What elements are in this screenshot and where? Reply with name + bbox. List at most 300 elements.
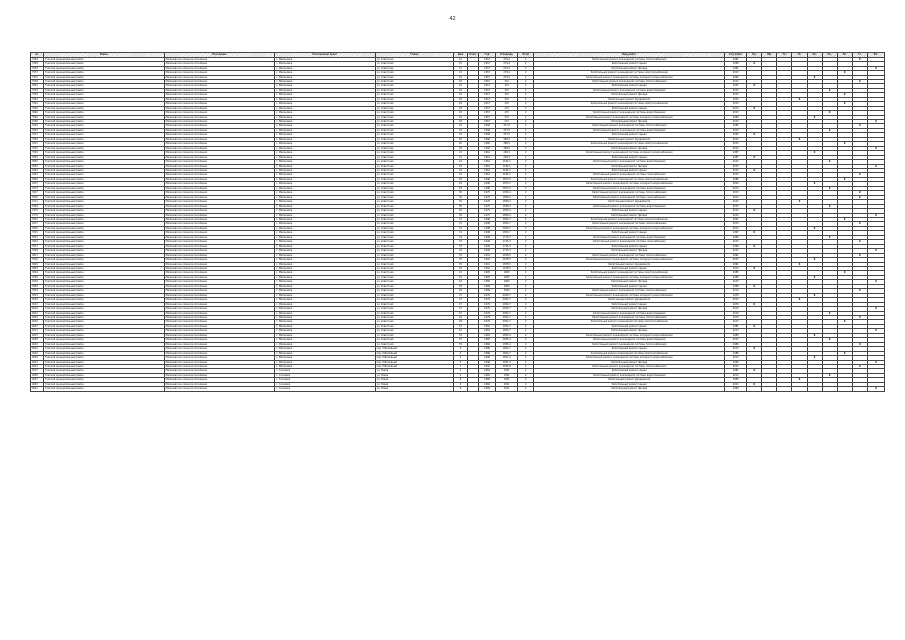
cell-settlement: Малиновское сельское поселение [164,160,275,164]
cell-id: 3616 [31,195,44,199]
cell-mark: X [747,155,762,159]
cell-locality: с. Малиновка [275,182,375,186]
cell-floors: 2 [518,182,534,186]
cell-id: 7617 [31,191,44,195]
cell-year: 1979 [479,320,496,324]
cell-street: ул. Советская [375,249,453,253]
cell-work-year: 1987 [725,151,747,155]
cell-street: ул. Советская [375,151,453,155]
cell-id: 4021 [31,364,44,368]
cell-street: ул. Советская [375,71,453,75]
cell-street: ул. Советская [375,262,453,266]
cell-id: 7542 [31,97,44,101]
cell-house: 16 [453,79,467,83]
cell-mark: X [747,169,762,173]
cell-work: Капитальный ремонт фасада [534,164,725,168]
cell-floors: 2 [518,106,534,110]
cell-locality: с. Малиновка [275,253,375,257]
cell-settlement: Малиновское сельское поселение [164,311,275,315]
cell-work: Капитальный ремонт крыши [534,244,725,248]
cell-street: ул. Советская [375,266,453,270]
cell-locality: с. Малиновка [275,151,375,155]
cell-house: 31 [453,226,467,230]
cell-floors: 2 [518,235,534,239]
cell-house: 15 [453,57,467,61]
cell-street: ул. Советская [375,333,453,337]
cell-locality: с. Малиновка [275,169,375,173]
cell-district: Томский муниципальный район [44,133,165,137]
cell-year: 1998 [479,226,496,230]
cell-district: Томский муниципальный район [44,240,165,244]
cell-settlement: Малиновское сельское поселение [164,222,275,226]
cell-work: Капитальный ремонт инженерной системы водоотведения [534,338,725,342]
cell-floors: 2 [518,218,534,222]
cell-mark: X [852,173,867,177]
cell-house: 47 [453,311,467,315]
cell-district: Томский муниципальный район [44,280,165,284]
cell-work-year: 1962 [725,75,747,79]
cell-year: 1981 [479,369,496,373]
cell-id: 2972 [31,182,44,186]
cell-locality: с. Малиновка [275,213,375,217]
cell-settlement: Малиновское сельское поселение [164,244,275,248]
cell-work-year: 1986 [725,351,747,355]
cell-settlement: Малиновское сельское поселение [164,315,275,319]
cell-house: 30 [453,213,467,217]
cell-street: ул. Советская [375,200,453,204]
cell-work-year: 2013 [725,373,747,377]
cell-year: 1957 [479,79,496,83]
cell-year: 1976 [479,311,496,315]
cell-mark: X [807,275,822,279]
cell-settlement: Малиновское сельское поселение [164,320,275,324]
cell-settlement: Малиновское сельское поселение [164,75,275,79]
cell-work: Капитальный ремонт инженерной системы холодного водоснабжения [534,275,725,279]
cell-mark: X [792,200,807,204]
cell-settlement: Малиновское сельское поселение [164,62,275,66]
cell-work-year: 1961 [725,57,747,61]
cell-street: ул. Советская [375,275,453,279]
cell-work-year: 1985 [725,271,747,275]
cell-mark: X [867,387,884,391]
cell-year: 1981 [479,324,496,328]
cell-work: Капитальный ремонт крыши [534,84,725,88]
cell-district: Томский муниципальный район [44,244,165,248]
cell-id: 3603 [31,155,44,159]
cell-work-year: 1958 [725,62,747,66]
cell-house: 6 [453,378,467,382]
cell-area: 1715,3 [496,249,518,253]
cell-id: 7617 [31,244,44,248]
cell-year: 1957 [479,115,496,119]
cell-district: Томский муниципальный район [44,84,165,88]
cell-year: 1975 [479,200,496,204]
cell-settlement: Малиновское сельское поселение [164,111,275,115]
cell-district: Томский муниципальный район [44,315,165,319]
cell-street: ул. Советская [375,324,453,328]
cell-floors: 2 [518,284,534,288]
cell-year: 1990 [479,360,496,364]
cell-work-year: 2013 [725,298,747,302]
cell-area: 296,3 [496,151,518,155]
cell-mark: X [822,128,837,132]
cell-settlement: Малиновское сельское поселение [164,338,275,342]
cell-mark: X [852,191,867,195]
cell-settlement: Малиновское сельское поселение [164,128,275,132]
cell-work-year: 2013 [725,329,747,333]
cell-work: Капитальный ремонт инженерной системы водоотведения [534,373,725,377]
cell-house: 30 [453,191,467,195]
cell-locality: с. Малиновка [275,133,375,137]
cell-year: 1984 [479,382,496,386]
cell-locality: с. Малиновка [275,195,375,199]
cell-floors: 2 [518,128,534,132]
cell-settlement: Малиновское сельское поселение [164,137,275,141]
cell-district: Томский муниципальный район [44,97,165,101]
cell-floors: 2 [518,378,534,382]
cell-work-year: 2004 [725,182,747,186]
cell-area: 2052,7 [496,293,518,297]
header-cell: Кр. [747,53,762,58]
header-cell: Населенный пункт [275,53,375,58]
cell-work: Капитальный ремонт фасада [534,329,725,333]
cell-street: ул. Советская [375,235,453,239]
cell-area: 1873,3 [496,177,518,181]
cell-street: ул. Советская [375,79,453,83]
cell-mark: X [822,373,837,377]
cell-locality: с. Малиновка [275,75,375,79]
cell-district: Томский муниципальный район [44,213,165,217]
cell-floors: 2 [518,280,534,284]
cell-floors: 2 [518,347,534,351]
cell-street: ул. Советская [375,88,453,92]
cell-work-year: 2013 [725,120,747,124]
cell-district: Томский муниципальный район [44,289,165,293]
cell-street: пер. Юбилейный [375,364,453,368]
cell-settlement: Малиновское сельское поселение [164,280,275,284]
cell-mark: X [867,329,884,333]
cell-area: 2052,7 [496,311,518,315]
cell-house: 29 [453,177,467,181]
cell-house: 5 [453,356,467,360]
cell-floors: 2 [518,342,534,346]
cell-street: ул. Советская [375,186,453,190]
cell-area: 2052,7 [496,315,518,319]
header-cell: Этаж [518,53,534,58]
cell-work: Капитальный ремонт инженерной системы водоотведения [534,111,725,115]
cell-year: 1957 [479,88,496,92]
cell-area: 1182,1 [496,160,518,164]
cell-work-year: 1957 [725,84,747,88]
cell-house: 21 [453,155,467,159]
cell-settlement: Малиновское сельское поселение [164,209,275,213]
cell-id: 2961 [31,169,44,173]
cell-street: ул. Советская [375,195,453,199]
cell-settlement: Малиновское сельское поселение [164,351,275,355]
cell-area: 1604,7 [496,351,518,355]
cell-settlement: Малиновское сельское поселение [164,231,275,235]
cell-area: 1830,4 [496,200,518,204]
cell-work-year: 2013 [725,160,747,164]
cell-work-year: 2013 [725,164,747,168]
cell-locality: с. Малиновка [275,62,375,66]
cell-year: 1990 [479,235,496,239]
cell-area: 2052,7 [496,320,518,324]
cell-work: Капитальный ремонт инженерной системы водоотведения [534,186,725,190]
cell-locality: с. Малиновка [275,315,375,319]
cell-locality: с. Малиновка [275,258,375,262]
cell-locality: с. Малиновка [275,249,375,253]
cell-locality: с. Малиновка [275,266,375,270]
cell-mark: X [852,315,867,319]
cell-mark: X [867,164,884,168]
cell-mark: X [837,93,852,97]
cell-street: ул. Советская [375,280,453,284]
cell-work-year: 1983 [725,333,747,337]
cell-settlement: Малиновское сельское поселение [164,200,275,204]
cell-area: 272 [496,120,518,124]
cell-work: Капитальный ремонт инженерной системы электроснабжения [534,142,725,146]
cell-settlement: Малиновское сельское поселение [164,347,275,351]
cell-floors: 2 [518,75,534,79]
cell-work-year: 2013 [725,347,747,351]
cell-area: 312 [496,88,518,92]
cell-district: Томский муниципальный район [44,364,165,368]
cell-locality: с. Малиновка [275,231,375,235]
cell-house: 24 [453,173,467,177]
cell-house: 33 [453,240,467,244]
cell-locality: с. Малиновка [275,342,375,346]
cell-year: 1998 [479,222,496,226]
cell-street: пер. Юбилейный [375,351,453,355]
cell-floors: 2 [518,102,534,106]
cell-area: 1830,4 [496,204,518,208]
cell-district: Томский муниципальный район [44,75,165,79]
cell-settlement: Малиновское сельское поселение [164,298,275,302]
cell-work: Капитальный ремонт инженерной системы холодного водоснабжения [534,356,725,360]
cell-work-year: 1984 [725,115,747,119]
cell-floors: 2 [518,369,534,373]
cell-work-year: 2013 [725,79,747,83]
cell-mark: X [747,62,762,66]
cell-district: Томский муниципальный район [44,235,165,239]
cell-floors: 2 [518,356,534,360]
cell-district: Томский муниципальный район [44,177,165,181]
cell-settlement: Малиновское сельское поселение [164,329,275,333]
cell-area: 1664 [496,289,518,293]
cell-mark [762,387,777,391]
cell-settlement: Малиновское сельское поселение [164,177,275,181]
cell-mark: X [792,298,807,302]
cell-work-year: 2013 [725,382,747,386]
cell-house: 24 [453,169,467,173]
cell-work: Капитальный ремонт инженерной системы холодного водоснабжения [534,75,725,79]
cell-house: 6 [453,382,467,386]
cell-mark: X [747,382,762,386]
cell-district: Томский муниципальный район [44,102,165,106]
cell-work-year: 2013 [725,311,747,315]
cell-mark: X [837,320,852,324]
cell-area: 279,2 [496,66,518,70]
cell-work: Капитальный ремонт инженерной системы теплоснабжения [534,315,725,319]
cell-district: Томский муниципальный район [44,62,165,66]
cell-house: 49 [453,315,467,319]
cell-settlement: Малиновское сельское поселение [164,71,275,75]
cell-settlement: Малиновское сельское поселение [164,84,275,88]
cell-work: Капитальный ремонт фундамента [534,378,725,382]
cell-house: 22 [453,164,467,168]
cell-id: 3273 [31,186,44,190]
cell-id: 7524 [31,75,44,79]
cell-floors: 2 [518,137,534,141]
cell-mark: X [867,360,884,364]
cell-settlement: Малиновское сельское поселение [164,333,275,337]
cell-house: 51 [453,324,467,328]
cell-district: Томский муниципальный район [44,378,165,382]
cell-work-year: 2013 [725,106,747,110]
cell-work: Капитальный ремонт крыши [534,106,725,110]
cell-floors: 2 [518,191,534,195]
cell-street: ул. Советская [375,271,453,275]
cell-work-year: 1984 [725,387,747,391]
cell-house: 15 [453,62,467,66]
cell-year: 1998 [479,231,496,235]
cell-area: 1501 [496,378,518,382]
cell-settlement: Малиновское сельское поселение [164,226,275,230]
cell-mark: X [852,195,867,199]
cell-work: Капитальный ремонт инженерной системы холодного водоснабжения [534,333,725,337]
cell-work-year: 1985 [725,124,747,128]
cell-year: 1984 [479,342,496,346]
cell-district: Томский муниципальный район [44,218,165,222]
cell-id: 3653 [31,266,44,270]
cell-year: 1984 [479,378,496,382]
cell-locality: с. Малиновка [275,226,375,230]
cell-floors: 2 [518,66,534,70]
cell-mark: X [807,333,822,337]
cell-area: 1182,1 [496,169,518,173]
cell-year: 1985 [479,271,496,275]
cell-area: 1834,7 [496,218,518,222]
cell-locality: с. Сосновка [275,369,375,373]
cell-year: 1961 [479,164,496,168]
cell-id: 4016 [31,307,44,311]
cell-work-year: 2013 [725,364,747,368]
header-cell: Поселение [164,53,275,58]
cell-work: Капитальный ремонт инженерной системы теплоснабжения [534,342,725,346]
cell-work-year: 1981 [725,324,747,328]
cell-floors: 2 [518,382,534,386]
cell-floors: 2 [518,338,534,342]
cell-floors: 2 [518,266,534,270]
cell-work-year: 1989 [725,284,747,288]
cell-area: 279,2 [496,75,518,79]
cell-mark: X [807,115,822,119]
cell-year: 1991 [479,364,496,368]
cell-street: ул. Советская [375,84,453,88]
cell-id: 4037 [31,369,44,373]
cell-work: Капитальный ремонт крыши [534,169,725,173]
header-cell: Хв. [807,53,822,58]
cell-floors: 2 [518,222,534,226]
cell-id: 7627 [31,133,44,137]
cell-district: Томский муниципальный район [44,151,165,155]
cell-area: 1631,4 [496,356,518,360]
page-number: 42 [449,16,456,22]
cell-floors: 2 [518,209,534,213]
cell-mark: X [837,351,852,355]
cell-settlement: Малиновское сельское поселение [164,324,275,328]
cell-mark: X [747,106,762,110]
cell-locality: с. Малиновка [275,146,375,150]
cell-mark: X [852,240,867,244]
cell-year: 1961 [479,155,496,159]
cell-mark: X [837,177,852,181]
cell-area: 337,5 [496,128,518,132]
cell-settlement: Малиновское сельское поселение [164,57,275,61]
cell-house: 35 [453,258,467,262]
cell-street: ул. Советская [375,160,453,164]
cell-id: 3694 [31,271,44,275]
cell-locality: с. Сосновка [275,378,375,382]
cell-locality: с. Малиновка [275,284,375,288]
cell-locality: с. Малиновка [275,235,375,239]
cell-work: Капитальный ремонт крыши [534,302,725,306]
cell-work-year: 1997 [725,231,747,235]
cell-street: ул. Советская [375,177,453,181]
cell-area: 1715,3 [496,240,518,244]
cell-locality: с. Малиновка [275,333,375,337]
cell-work-year: 2013 [725,258,747,262]
cell-work: Капитальный ремонт фасада [534,120,725,124]
cell-locality: с. Малиновка [275,186,375,190]
cell-street: ул. Советская [375,204,453,208]
cell-house: 4 [453,369,467,373]
cell-area: 337,5 [496,124,518,128]
cell-work: Капитальный ремонт крыши [534,266,725,270]
cell-year: 1989 [479,284,496,288]
cell-year: 1976 [479,302,496,306]
cell-id: 7561 [31,102,44,106]
cell-area: 1605 [496,275,518,279]
cell-district: Томский муниципальный район [44,275,165,279]
cell-district: Томский муниципальный район [44,382,165,386]
cell-district: Томский муниципальный район [44,209,165,213]
cell-work-year: 1990 [725,235,747,239]
cell-mark: X [822,311,837,315]
cell-house: 35 [453,253,467,257]
cell-work-year: 2013 [725,128,747,132]
cell-locality: с. Малиновка [275,102,375,106]
cell-area: 1501 [496,373,518,377]
cell-district: Томский муниципальный район [44,347,165,351]
cell-work: Капитальный ремонт крыши [534,133,725,137]
cell-year: 1991 [479,266,496,270]
cell-work-year: 1984 [725,342,747,346]
cell-year: 1990 [479,244,496,248]
cell-work: Капитальный ремонт инженерной системы электроснабжения [534,351,725,355]
cell-mark: X [852,364,867,368]
cell-house: 3 [453,347,467,351]
cell-work: Капитальный ремонт крыши [534,369,725,373]
cell-floors: 2 [518,307,534,311]
cell-id: 3054 [31,289,44,293]
cell-work: Капитальный ремонт инженерной системы водоотведения [534,311,725,315]
cell-floors: 2 [518,293,534,297]
cell-id: 7540 [31,93,44,97]
cell-year: 1983 [479,338,496,342]
cell-area: 1835,4 [496,333,518,337]
